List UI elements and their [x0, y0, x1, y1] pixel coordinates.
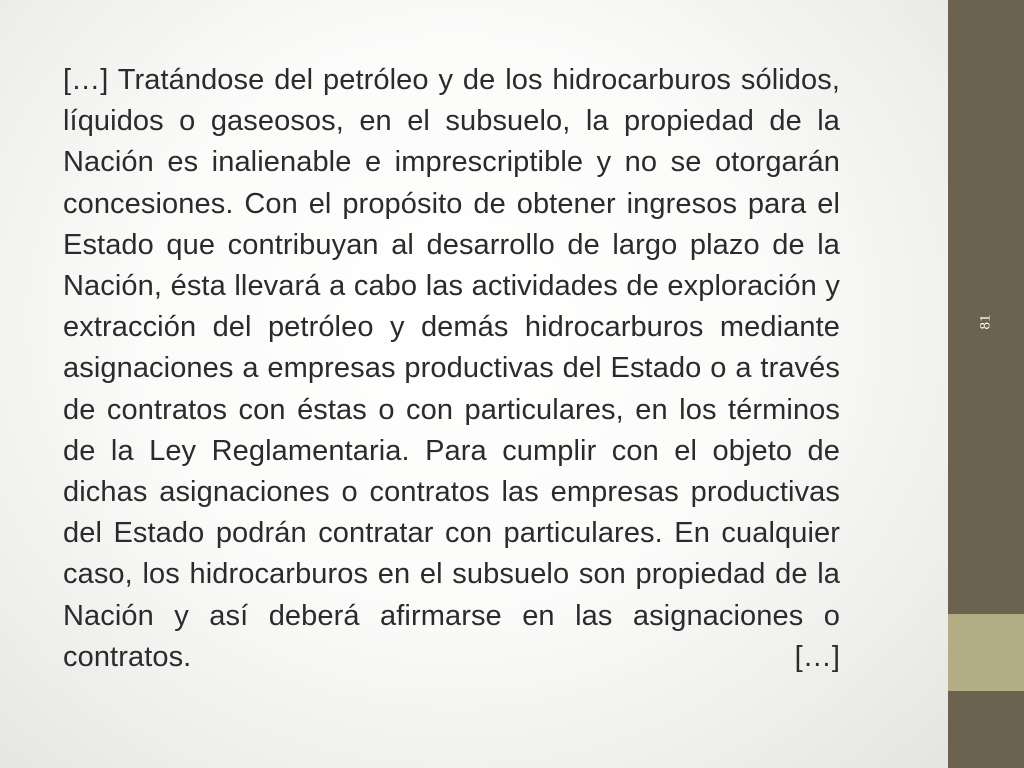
slide-body-text: […] Tratándose del petróleo y de los hidrocarburos sólidos, líquidos o gaseosos, en el subsuelo, la propiedad de la Nación es inalienable e imprescriptible y no se otorgarán concesiones. Con el propósito de obtener ingresos para el Estado que contribuyan al desarrollo de largo plazo de la Nación, ésta llevará a cabo las actividades de exploración y extracción del petróleo y demás hidrocarburos mediante asignaciones a empresas productivas del Estado o a través de contratos con éstas o con particulares, en los términos de la Ley Reglamentaria. Para cumplir con el objeto de dichas asignaciones o contratos las empresas productivas del Estado podrán contratar con particulares. En cualquier caso, los hidrocarburos en el subsuelo son propiedad de la Nación y así deberá afirmarse en las asignaciones o contratos. […] — [63, 64, 840, 673]
sidebar-accent-band — [948, 614, 1024, 691]
slide-sidebar — [948, 0, 1024, 768]
page-number: 81 — [977, 314, 994, 330]
